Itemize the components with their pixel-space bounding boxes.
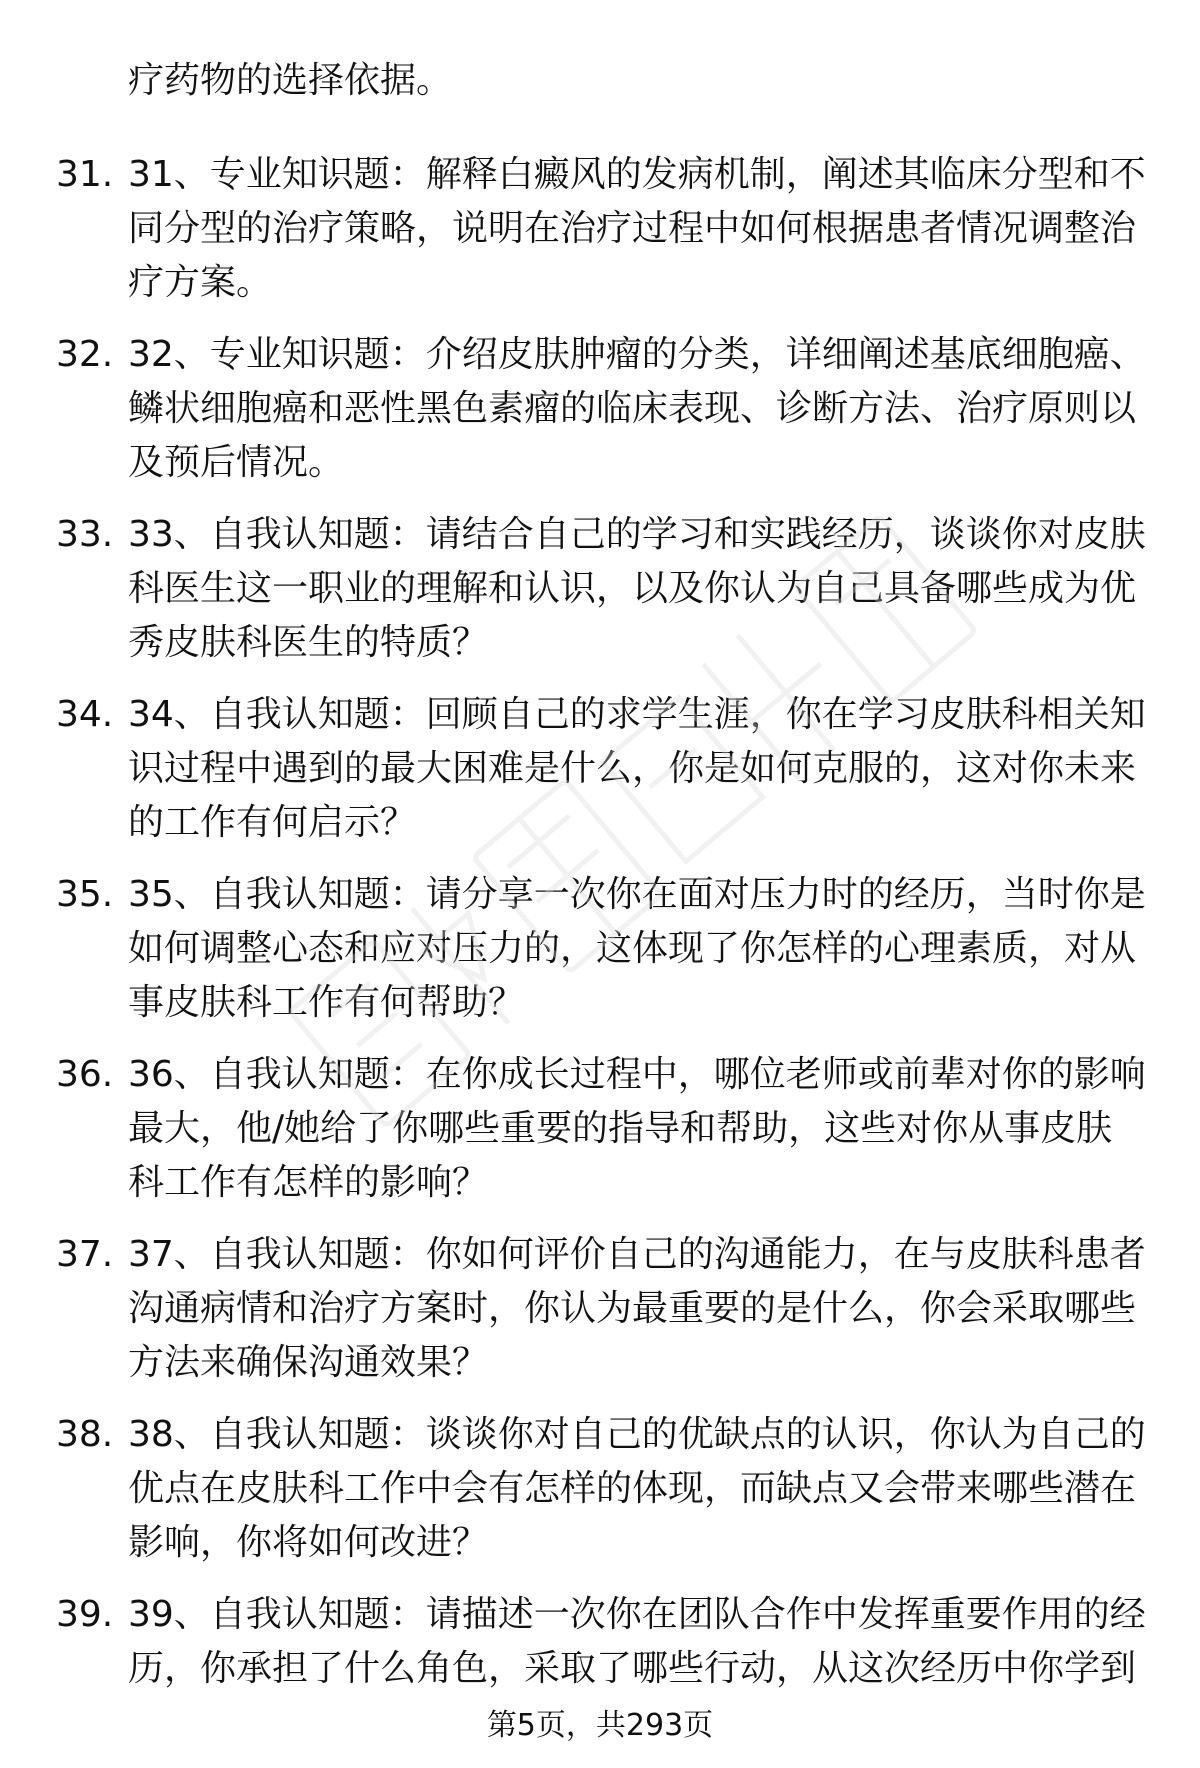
question-text: 31、专业知识题：解释白癜风的发病机制，阐述其临床分型和不同分型的治疗策略，说明在治疗过程中如何根据患者情况调整治疗方案。 [128, 154, 1146, 303]
question-text: 39、自我认知题：请描述一次你在团队合作中发挥重要作用的经历，你承担了什么角色，采取了哪些行动，从这次经历中你学到 [128, 1594, 1146, 1689]
page-footer: 第5页，共293页 [486, 1708, 714, 1743]
question-text: 34、自我认知题：回顾自己的求学生涯，你在学习皮肤科相关知识过程中遇到的最大困难是什么，你是如何克服的，这对你未来的工作有何启示？ [128, 694, 1146, 843]
question-number: 33. [56, 514, 114, 555]
question-number: 39. [56, 1594, 114, 1635]
question-number: 36. [56, 1054, 114, 1095]
question-text: 33、自我认知题：请结合自己的学习和实践经历，谈谈你对皮肤科医生这一职业的理解和认识，以及你认为自己具备哪些成为优秀皮肤科医生的特质？ [128, 514, 1146, 663]
question-text: 36、自我认知题：在你成长过程中，哪位老师或前辈对你的影响最大，他/她给了你哪些重要的指导和帮助，这些对你从事皮肤科工作有怎样的影响？ [128, 1054, 1146, 1203]
question-text: 32、专业知识题：介绍皮肤肿瘤的分类，详细阐述基底细胞癌、鳞状细胞癌和恶性黑色素瘤的临床表现、诊断方法、治疗原则以及预后情况。 [128, 334, 1146, 483]
question-item [0, 868, 1200, 1032]
question-item [0, 1228, 1200, 1392]
question-item [0, 1048, 1200, 1212]
question-number: 38. [56, 1414, 114, 1455]
question-text: 37、自我认知题：你如何评价自己的沟通能力，在与皮肤科患者沟通病情和治疗方案时，你认为最重要的是什么，你会采取哪些方法来确保沟通效果？ [128, 1234, 1146, 1383]
question-number: 32. [56, 334, 114, 375]
question-number: 35. [56, 874, 114, 915]
question-text: 35、自我认知题：请分享一次你在面对压力时的经历，当时你是如何调整心态和应对压力的，这体现了你怎样的心理素质，对从事皮肤科工作有何帮助？ [128, 874, 1146, 1023]
question-item [0, 508, 1200, 672]
question-item [0, 1408, 1200, 1572]
question-number: 31. [56, 154, 114, 195]
continuation-text: 疗药物的选择依据。 [128, 60, 453, 101]
question-item [0, 148, 1200, 312]
question-number: 37. [56, 1234, 114, 1275]
question-item [0, 688, 1200, 852]
question-number: 34. [56, 694, 114, 735]
question-item [0, 328, 1200, 492]
question-list [0, 148, 1200, 1768]
question-text: 38、自我认知题：谈谈你对自己的优缺点的认识，你认为自己的优点在皮肤科工作中会有怎样的体现，而缺点又会带来哪些潜在影响，你将如何改进？ [128, 1414, 1146, 1563]
